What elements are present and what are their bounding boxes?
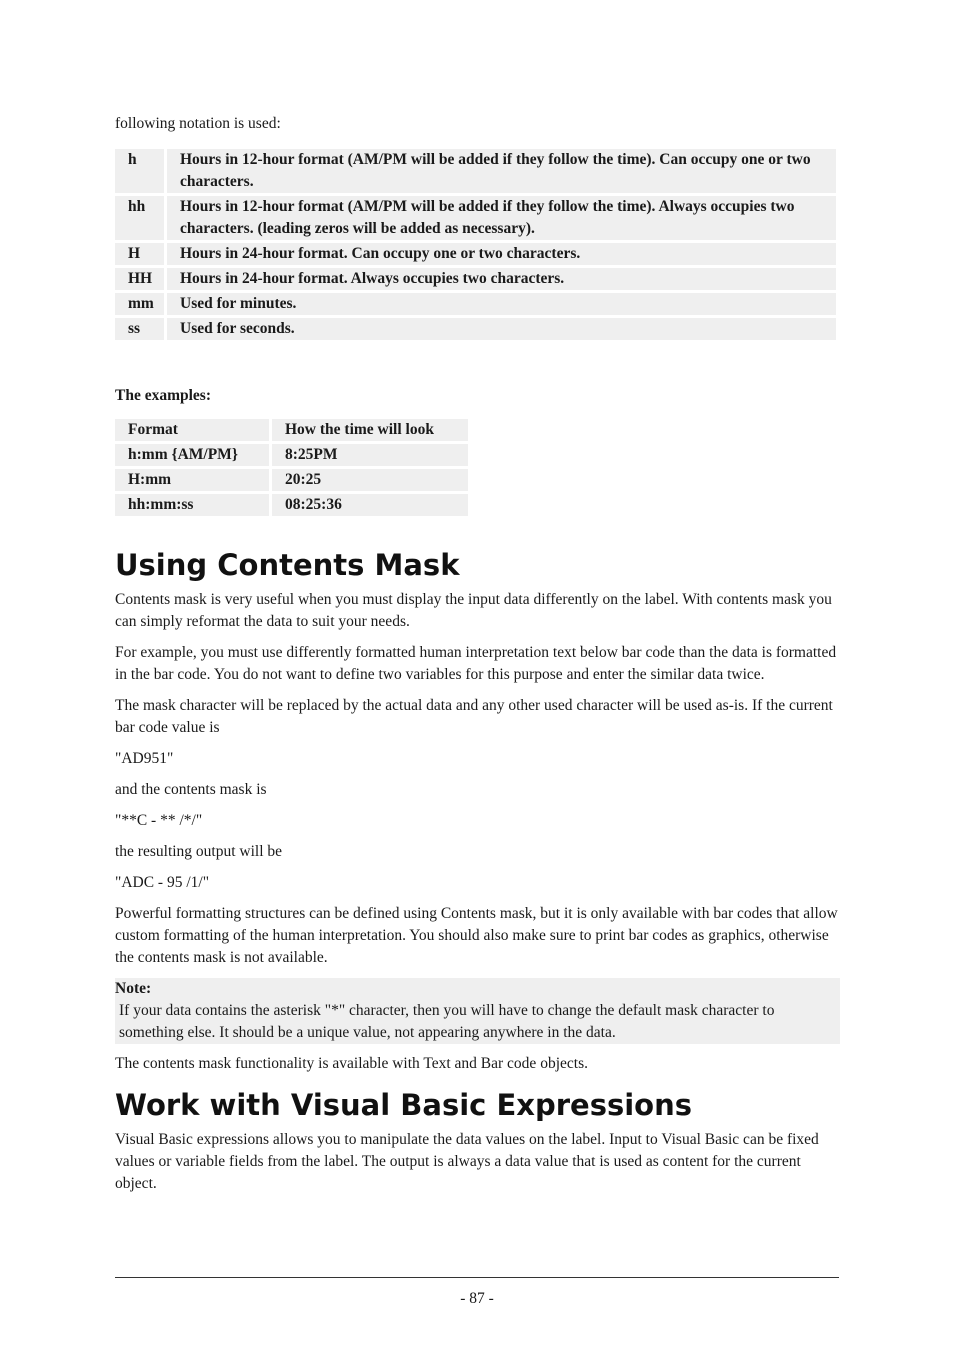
table-header-row (115, 419, 468, 441)
table-row (115, 494, 468, 516)
column-header: Format (115, 419, 269, 441)
table-row (115, 149, 836, 193)
result-cell: 8:25PM (272, 444, 468, 466)
note-box (115, 978, 840, 1044)
table-row (115, 196, 836, 240)
table-row (115, 268, 836, 290)
example-value: "AD951" (115, 750, 174, 767)
page-number: - 87 - (460, 1290, 494, 1307)
section-heading-visual-basic: Work with Visual Basic Expressions (115, 1088, 692, 1122)
result-cell: 08:25:36 (272, 494, 468, 516)
example-output: "ADC - 95 /1/" (115, 874, 210, 891)
paragraph: and the contents mask is (115, 781, 267, 798)
paragraph: For example, you must use differently formatted human interpretation text below bar code than the data is formatted in the bar code. You do not want to define two variables for this purpose and enter the similar data twice. (115, 644, 837, 683)
note-text: If your data contains the asterisk "*" character, then you will have to change the default mask character to something else. It should be a unique value, not appearing anywhere in the data. (119, 1002, 775, 1041)
intro-text: following notation is used: (115, 115, 281, 132)
notation-desc: Hours in 12-hour format (AM/PM will be added if they follow the time). Can occupy one or two characters. (167, 149, 836, 193)
notation-key: mm (115, 293, 164, 315)
column-header: How the time will look (272, 419, 468, 441)
table-row (115, 444, 468, 466)
format-cell: hh:mm:ss (115, 494, 269, 516)
notation-key: hh (115, 196, 164, 240)
notation-key: H (115, 243, 164, 265)
paragraph: Contents mask is very useful when you must display the input data differently on the label. With contents mask you can simply reformat the data to suit your needs. (115, 591, 832, 630)
notation-desc: Hours in 24-hour format. Always occupies two characters. (167, 268, 836, 290)
notation-desc: Used for minutes. (167, 293, 836, 315)
paragraph: The contents mask functionality is available with Text and Bar code objects. (115, 1055, 588, 1072)
paragraph: Visual Basic expressions allows you to manipulate the data values on the label. Input to Visual Basic can be fixed values or variable fields from the label. The output is always a data value that is used as content for the current object. (115, 1131, 819, 1192)
paragraph: Powerful formatting structures can be defined using Contents mask, but it is only available with bar codes that allow custom formatting of the human interpretation. You should also make sure to print bar codes as graphics, otherwise the contents mask is not available. (115, 905, 838, 966)
result-cell: 20:25 (272, 469, 468, 491)
notation-desc: Hours in 12-hour format (AM/PM will be added if they follow the time). Always occupies two characters. (leading zeros will be added as necessary). (167, 196, 836, 240)
paragraph: the resulting output will be (115, 843, 283, 860)
examples-table (112, 416, 471, 519)
notation-desc: Used for seconds. (167, 318, 836, 340)
example-mask: "**C - ** /*/" (115, 812, 203, 829)
paragraph: The mask character will be replaced by the actual data and any other used character will be used as-is. If the current bar code value is (115, 697, 833, 736)
examples-label: The examples: (115, 387, 212, 404)
notation-desc: Hours in 24-hour format. Can occupy one or two characters. (167, 243, 836, 265)
section-heading-contents-mask: Using Contents Mask (115, 548, 460, 582)
notation-key: HH (115, 268, 164, 290)
table-row (115, 318, 836, 340)
table-row (115, 293, 836, 315)
notation-key: h (115, 149, 164, 193)
format-cell: H:mm (115, 469, 269, 491)
format-cell: h:mm {AM/PM} (115, 444, 269, 466)
notation-table (112, 146, 839, 343)
table-row (115, 469, 468, 491)
footer-divider (115, 1277, 839, 1278)
notation-key: ss (115, 318, 164, 340)
table-row (115, 243, 836, 265)
note-label: Note: (115, 980, 152, 997)
page-content (115, 113, 839, 1204)
